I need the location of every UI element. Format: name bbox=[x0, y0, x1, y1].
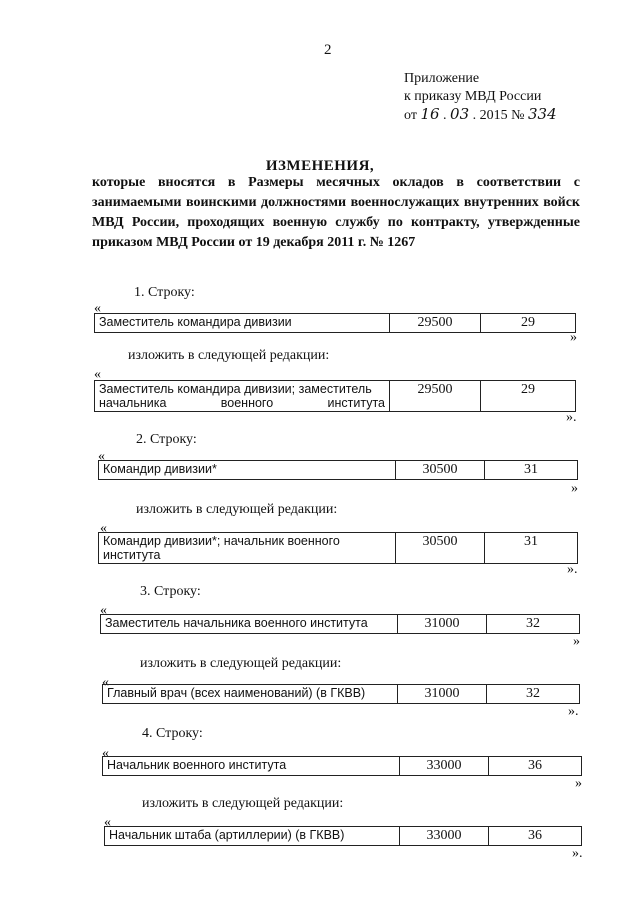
grade-cell: 31 bbox=[485, 533, 578, 564]
grade-cell: 32 bbox=[487, 615, 580, 634]
open-quote: « bbox=[100, 521, 107, 536]
appendix-date-year: . 2015 № bbox=[472, 108, 525, 123]
close-quote: » bbox=[571, 481, 578, 496]
salary-cell: 29500 bbox=[390, 381, 481, 412]
old-row-table bbox=[102, 756, 582, 776]
position-cell: Начальник военного института bbox=[103, 757, 400, 776]
item-label: 1. Строку: bbox=[134, 285, 195, 300]
close-quote: ». bbox=[566, 410, 577, 425]
document-title: ИЗМЕНЕНИЯ, bbox=[265, 158, 375, 174]
appendix-date-month: 03 bbox=[450, 105, 470, 123]
open-quote: « bbox=[94, 367, 101, 382]
document-subtitle: которые вносятся в Размеры месячных окладов в соответствии с занимаемыми воинскими должностями военнослужащих внутренних войск МВД России, проходящих военную службу по контракту, утвержденные приказом МВД России от 19 декабря 2011 г. № 1267 bbox=[92, 175, 580, 250]
open-quote: « bbox=[100, 603, 107, 618]
close-quote: » bbox=[573, 634, 580, 649]
new-row-table bbox=[94, 380, 576, 412]
position-cell: Заместитель начальника военного института bbox=[101, 615, 398, 634]
grade-cell: 32 bbox=[487, 685, 580, 704]
open-quote: « bbox=[102, 675, 109, 690]
replace-phrase: изложить в следующей редакции: bbox=[128, 348, 330, 363]
position-cell: Заместитель командира дивизии bbox=[95, 314, 390, 333]
appendix-order-number: 334 bbox=[527, 105, 557, 123]
new-row-table bbox=[102, 684, 580, 704]
old-row-table bbox=[98, 460, 578, 480]
appendix-date-prefix: от bbox=[404, 108, 417, 123]
replace-phrase: изложить в следующей редакции: bbox=[140, 656, 342, 671]
page-number: 2 bbox=[324, 42, 332, 58]
old-row-table bbox=[100, 614, 580, 634]
position-cell: Главный врач (всех наименований) (в ГКВВ) bbox=[103, 685, 398, 704]
close-quote: ». bbox=[567, 562, 578, 577]
position-cell: Начальник штаба (артиллерии) (в ГКВВ) bbox=[105, 827, 400, 846]
item-label: 2. Строку: bbox=[136, 432, 197, 447]
close-quote: » bbox=[575, 776, 582, 791]
grade-cell: 29 bbox=[481, 314, 576, 333]
open-quote: « bbox=[94, 301, 101, 316]
appendix-line-2: к приказу МВД России bbox=[404, 89, 542, 104]
salary-cell: 30500 bbox=[396, 533, 485, 564]
replace-phrase: изложить в следующей редакции: bbox=[142, 796, 344, 811]
grade-cell: 36 bbox=[489, 757, 582, 776]
close-quote: » bbox=[570, 330, 577, 345]
appendix-date-line bbox=[404, 105, 557, 125]
item-label: 4. Строку: bbox=[142, 726, 203, 741]
appendix-date-sep: . bbox=[443, 108, 447, 123]
salary-cell: 29500 bbox=[390, 314, 481, 333]
open-quote: « bbox=[98, 449, 105, 464]
item-label: 3. Строку: bbox=[140, 584, 201, 599]
salary-cell: 31000 bbox=[398, 615, 487, 634]
appendix-date-day: 16 bbox=[420, 105, 440, 123]
grade-cell: 31 bbox=[485, 461, 578, 480]
salary-cell: 33000 bbox=[400, 827, 489, 846]
open-quote: « bbox=[104, 815, 111, 830]
grade-cell: 36 bbox=[489, 827, 582, 846]
position-cell: Командир дивизии* bbox=[99, 461, 396, 480]
salary-cell: 31000 bbox=[398, 685, 487, 704]
open-quote: « bbox=[102, 746, 109, 761]
salary-cell: 33000 bbox=[400, 757, 489, 776]
new-row-table bbox=[98, 532, 578, 564]
new-row-table bbox=[104, 826, 582, 846]
salary-cell: 30500 bbox=[396, 461, 485, 480]
close-quote: ». bbox=[568, 704, 579, 719]
replace-phrase: изложить в следующей редакции: bbox=[136, 502, 338, 517]
old-row-table bbox=[94, 313, 576, 333]
position-cell: Командир дивизии*; начальник военного института bbox=[99, 533, 396, 564]
grade-cell: 29 bbox=[481, 381, 576, 412]
appendix-line-1: Приложение bbox=[404, 71, 480, 86]
close-quote: ». bbox=[572, 846, 583, 861]
position-cell: Заместитель командира дивизии; заместитель начальника военного института bbox=[95, 381, 390, 412]
